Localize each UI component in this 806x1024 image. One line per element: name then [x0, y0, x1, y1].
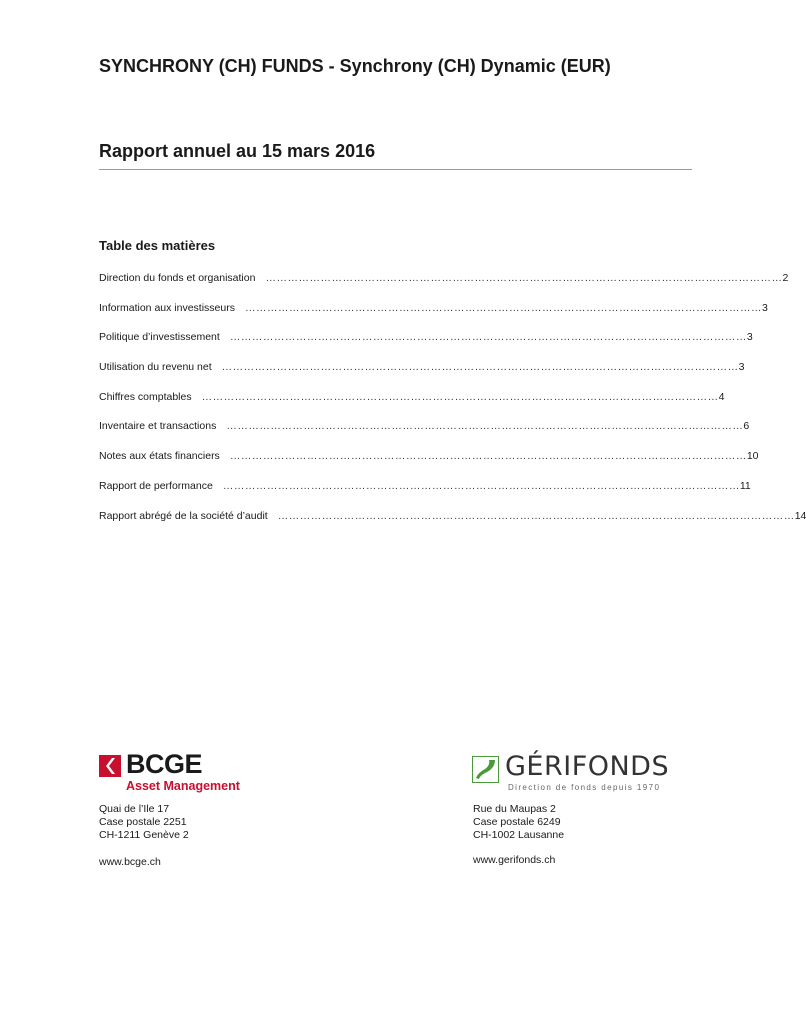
toc-entry [99, 298, 768, 328]
address-line: Rue du Maupas 2 [473, 803, 556, 815]
address-line: CH-1211 Genève 2 [99, 829, 189, 841]
toc-entry-label: Information aux investisseurs [99, 301, 235, 314]
bcge-logo [99, 749, 259, 800]
gerifonds-logo-name: GÉRIFONDS [505, 751, 670, 782]
address-line: CH-1002 Lausanne [473, 829, 565, 841]
gerifonds-website-link[interactable]: www.gerifonds.ch [473, 854, 556, 866]
toc-entry-page: 10 [746, 450, 759, 463]
toc-entry [99, 446, 759, 476]
address-line: Case postale 6249 [473, 816, 561, 828]
toc-entry-page: 14 [794, 509, 806, 522]
bcge-address [99, 803, 189, 842]
toc-heading: Table des matières [99, 238, 216, 253]
address-line: Case postale 2251 [99, 816, 187, 828]
toc-entry [99, 476, 751, 506]
toc-entry-label: Utilisation du revenu net [99, 361, 212, 374]
toc-entry-page: 2 [782, 272, 789, 284]
title-divider [99, 169, 692, 170]
toc-entry [99, 357, 745, 387]
toc-entry-page: 3 [738, 361, 745, 374]
toc-entry-label: Rapport abrégé de la société d’audit [99, 509, 268, 522]
toc-entry-page: 3 [746, 331, 753, 344]
toc-entry [99, 327, 753, 357]
gerifonds-logo [472, 751, 670, 796]
toc-leader-dots: …………………………………………………………………………………………………………………………… [201, 390, 719, 403]
gerifonds-logo-subtitle: Direction de fonds depuis 1970 [508, 783, 661, 792]
toc-leader-dots: …………………………………………………………………………………………………………………………… [229, 331, 747, 344]
toc-leader-dots: …………………………………………………………………………………………………………………………… [221, 361, 739, 374]
document-title: SYNCHRONY (CH) FUNDS - Synchrony (CH) Dynamic (EUR) [99, 56, 611, 76]
toc-entry-page: 4 [718, 390, 725, 403]
gerifonds-leaf-icon [472, 756, 499, 783]
toc-leader-dots: …………………………………………………………………………………………………………………………… [244, 301, 762, 314]
toc-entry-label: Rapport de performance [99, 479, 213, 492]
toc-leader-dots: …………………………………………………………………………………………………………………………… [222, 479, 740, 492]
toc-entry-page: 6 [743, 420, 750, 433]
toc-entry-label: Politique d’investissement [99, 331, 220, 344]
gerifonds-address [473, 803, 564, 842]
toc-entry-label: Notes aux états financiers [99, 450, 220, 463]
bcge-key-icon [99, 755, 121, 777]
toc-entry-label: Inventaire et transactions [99, 420, 217, 433]
toc-leader-dots: …………………………………………………………………………………………………………………………… [277, 509, 795, 522]
report-subtitle: Rapport annuel au 15 mars 2016 [99, 141, 376, 161]
bcge-logo-name: BCGE [126, 749, 203, 779]
bcge-website-link[interactable]: www.bcge.ch [99, 856, 161, 868]
toc-entry [99, 506, 806, 536]
bcge-logo-subtitle: Asset Management [126, 779, 240, 793]
toc-entry-label: Direction du fonds et organisation [99, 272, 256, 284]
toc-entry [99, 268, 789, 298]
toc-entry-label: Chiffres comptables [99, 390, 192, 403]
toc-leader-dots: …………………………………………………………………………………………………………………………… [265, 272, 783, 284]
toc-entry [99, 387, 725, 417]
toc-entry-page: 3 [761, 301, 768, 314]
toc-entry-page: 11 [739, 479, 751, 492]
toc-leader-dots: …………………………………………………………………………………………………………………………… [226, 420, 744, 433]
address-line: Quai de l’Ile 17 [99, 803, 170, 815]
toc-entry [99, 416, 750, 446]
toc-leader-dots: …………………………………………………………………………………………………………………………… [229, 450, 747, 463]
table-of-contents [99, 268, 806, 535]
